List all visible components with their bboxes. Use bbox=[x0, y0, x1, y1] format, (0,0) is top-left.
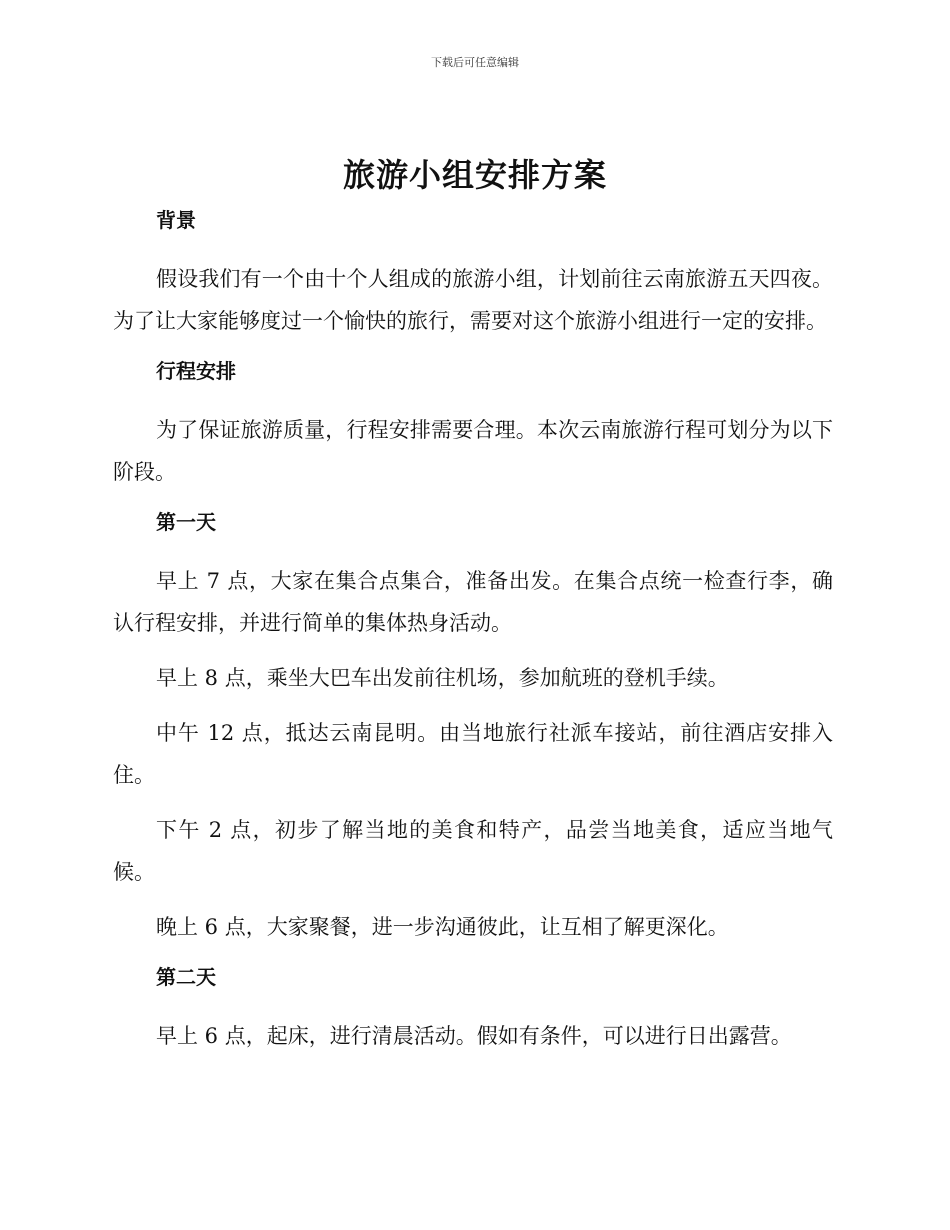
page-title: 旅游小组安排方案 bbox=[342, 156, 607, 194]
itinerary-paragraph: 为了保证旅游质量，行程安排需要合理。本次云南旅游行程可划分为以下阶段。 bbox=[113, 418, 833, 484]
day2-item-1: 早上 6 点，起床，进行清晨活动。假如有条件，可以进行日出露营。 bbox=[156, 1024, 792, 1048]
section-heading-itinerary: 行程安排 bbox=[156, 359, 236, 383]
day1-item-2: 早上 8 点，乘坐大巴车出发前往机场，参加航班的登机手续。 bbox=[156, 666, 729, 690]
day1-item-5: 晚上 6 点，大家聚餐，进一步沟通彼此，让互相了解更深化。 bbox=[156, 915, 729, 939]
day2-heading: 第二天 bbox=[156, 965, 216, 989]
day1-heading: 第一天 bbox=[156, 510, 216, 534]
section-heading-background: 背景 bbox=[156, 208, 196, 232]
day1-item-4: 下午 2 点，初步了解当地的美食和特产，品尝当地美食，适应当地气候。 bbox=[113, 818, 833, 884]
document-body bbox=[113, 204, 833, 1070]
header-note: 下载后可任意编辑 bbox=[431, 56, 519, 69]
day1-item-3: 中午 12 点，抵达云南昆明。由当地旅行社派车接站，前往酒店安排入住。 bbox=[113, 721, 833, 787]
day1-item-1: 早上 7 点，大家在集合点集合，准备出发。在集合点统一检查行李，确认行程安排，并进行简单的集体热身活动。 bbox=[113, 569, 833, 635]
background-paragraph: 假设我们有一个由十个人组成的旅游小组，计划前往云南旅游五天四夜。为了让大家能够度过一个愉快的旅行，需要对这个旅游小组进行一定的安排。 bbox=[113, 267, 833, 333]
